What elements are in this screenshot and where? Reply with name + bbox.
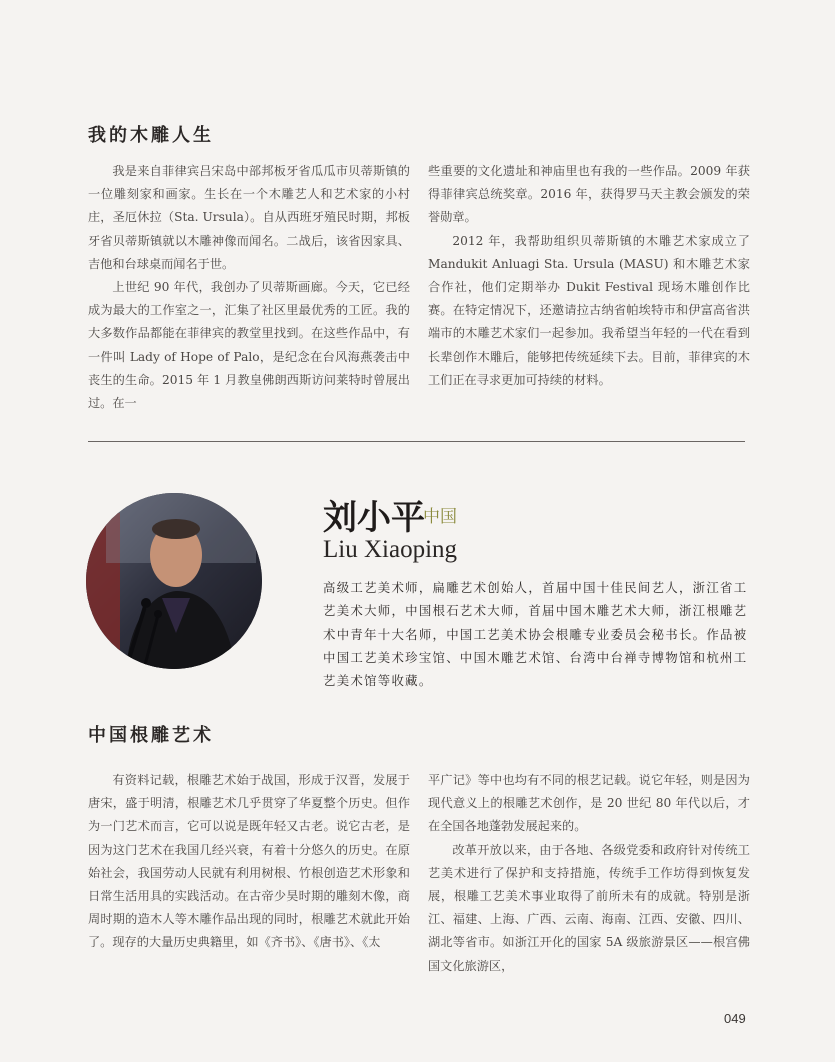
paragraph: 有资料记载，根雕艺术始于战国，形成于汉晋，发展于唐宋，盛于明清，根雕艺术几乎贯穿了华夏整个历史。但作为一门艺术而言，它可以说是既年轻又古老。说它古老，是因为这门艺术在我国几经兴衰，有着十分悠久的历史。在原始社会，我国劳动人民就有利用树根、竹根创造艺术形象和日常生活用具的实践活动。在古帝少昊时期的雕刻木像，商周时期的造木人等木雕作品出现的同时，根雕艺术就此开始了。现存的大量历史典籍里，如《齐书》、《唐书》、《太	[88, 773, 410, 950]
paragraph: 些重要的文化遗址和神庙里也有我的一些作品。2009 年获得菲律宾总统奖章。2016 年，获得罗马天主教会颁发的荣誉勋章。	[428, 164, 750, 225]
paragraph: 上世纪 90 年代，我创办了贝蒂斯画廊。今天，它已经成为最大的工作室之一，汇集了社区里最优秀的工匠。我的大多数作品都能在菲律宾的教堂里找到。在这些作品中，有一件叫 Lady of Hope of Palo，是纪念在台风海燕袭击中丧生的生命。2015 年 1 月教皇佛朗西斯访问莱特时曾展出过。在一	[88, 280, 410, 411]
artist-country: 中国	[423, 507, 457, 527]
article-column-right	[428, 769, 750, 978]
paragraph: 改革开放以来，由于各地、各级党委和政府针对传统工艺美术进行了保护和支持措施，传统手工作坊得到恢复发展，根雕工艺美术事业取得了前所未有的成就。特别是浙江、福建、上海、广西、云南、海南、江西、安徽、四川、湖北等省市。如浙江开化的国家 5A 级旅游景区——根宫佛国文化旅游区，	[428, 842, 750, 973]
artist-biography: 高级工艺美术师，扁雕艺术创始人，首届中国十佳民间艺人，浙江省工艺美术大师，中国根石艺术大师，首届中国木雕艺术大师，浙江根雕艺术中青年十大名师，中国工艺美术协会根雕专业委员会秘书长。作品被中国工艺美术珍宝馆、中国木雕艺术馆、台湾中台禅寺博物馆和杭州工艺美术馆等收藏。	[323, 580, 748, 689]
artist-name-english: Liu Xiaoping	[323, 536, 458, 563]
artist-name-chinese: 刘小平	[323, 498, 425, 538]
artist-portrait-photo	[86, 493, 262, 669]
paragraph: 2012 年，我帮助组织贝蒂斯镇的木雕艺术家成立了 Mandukit Anluagi Sta. Ursula (MASU) 和木雕艺术家合作社，他们定期举办 Dukit Festival 现场木雕创作比赛。在特定情况下，还邀请拉古纳省帕埃特市和伊富高省洪端市的木雕艺术家们一起参加。我希望当年轻的一代在看到长辈创作木雕后，能够把传统延续下去。目前，菲律宾的木工们正在寻求更加可持续的材料。	[428, 233, 750, 387]
section-divider	[88, 441, 745, 442]
page-number: 049	[724, 1011, 746, 1026]
paragraph: 平广记》等中也均有不同的根艺记载。说它年轻，则是因为现代意义上的根雕艺术创作，是 20 世纪 80 年代以后，才在全国各地蓬勃发展起来的。	[428, 773, 750, 834]
paragraph: 我是来自菲律宾吕宋岛中部邦板牙省瓜瓜市贝蒂斯镇的一位雕刻家和画家。生长在一个木雕艺人和艺术家的小村庄，圣厄休拉（Sta. Ursula）。自从西班牙殖民时期，邦板牙省贝蒂斯镇就以木雕神像而闻名。二战后，该省因家具、吉他和台球桌而闻名于世。	[88, 164, 410, 271]
portrait-illustration	[86, 493, 262, 669]
section-title-woodcarving-life: 我的木雕人生	[88, 125, 214, 146]
article-column-left	[88, 769, 410, 955]
article-column-left	[88, 160, 410, 415]
section-title-root-carving: 中国根雕艺术	[88, 725, 214, 746]
article-column-right	[428, 160, 750, 392]
